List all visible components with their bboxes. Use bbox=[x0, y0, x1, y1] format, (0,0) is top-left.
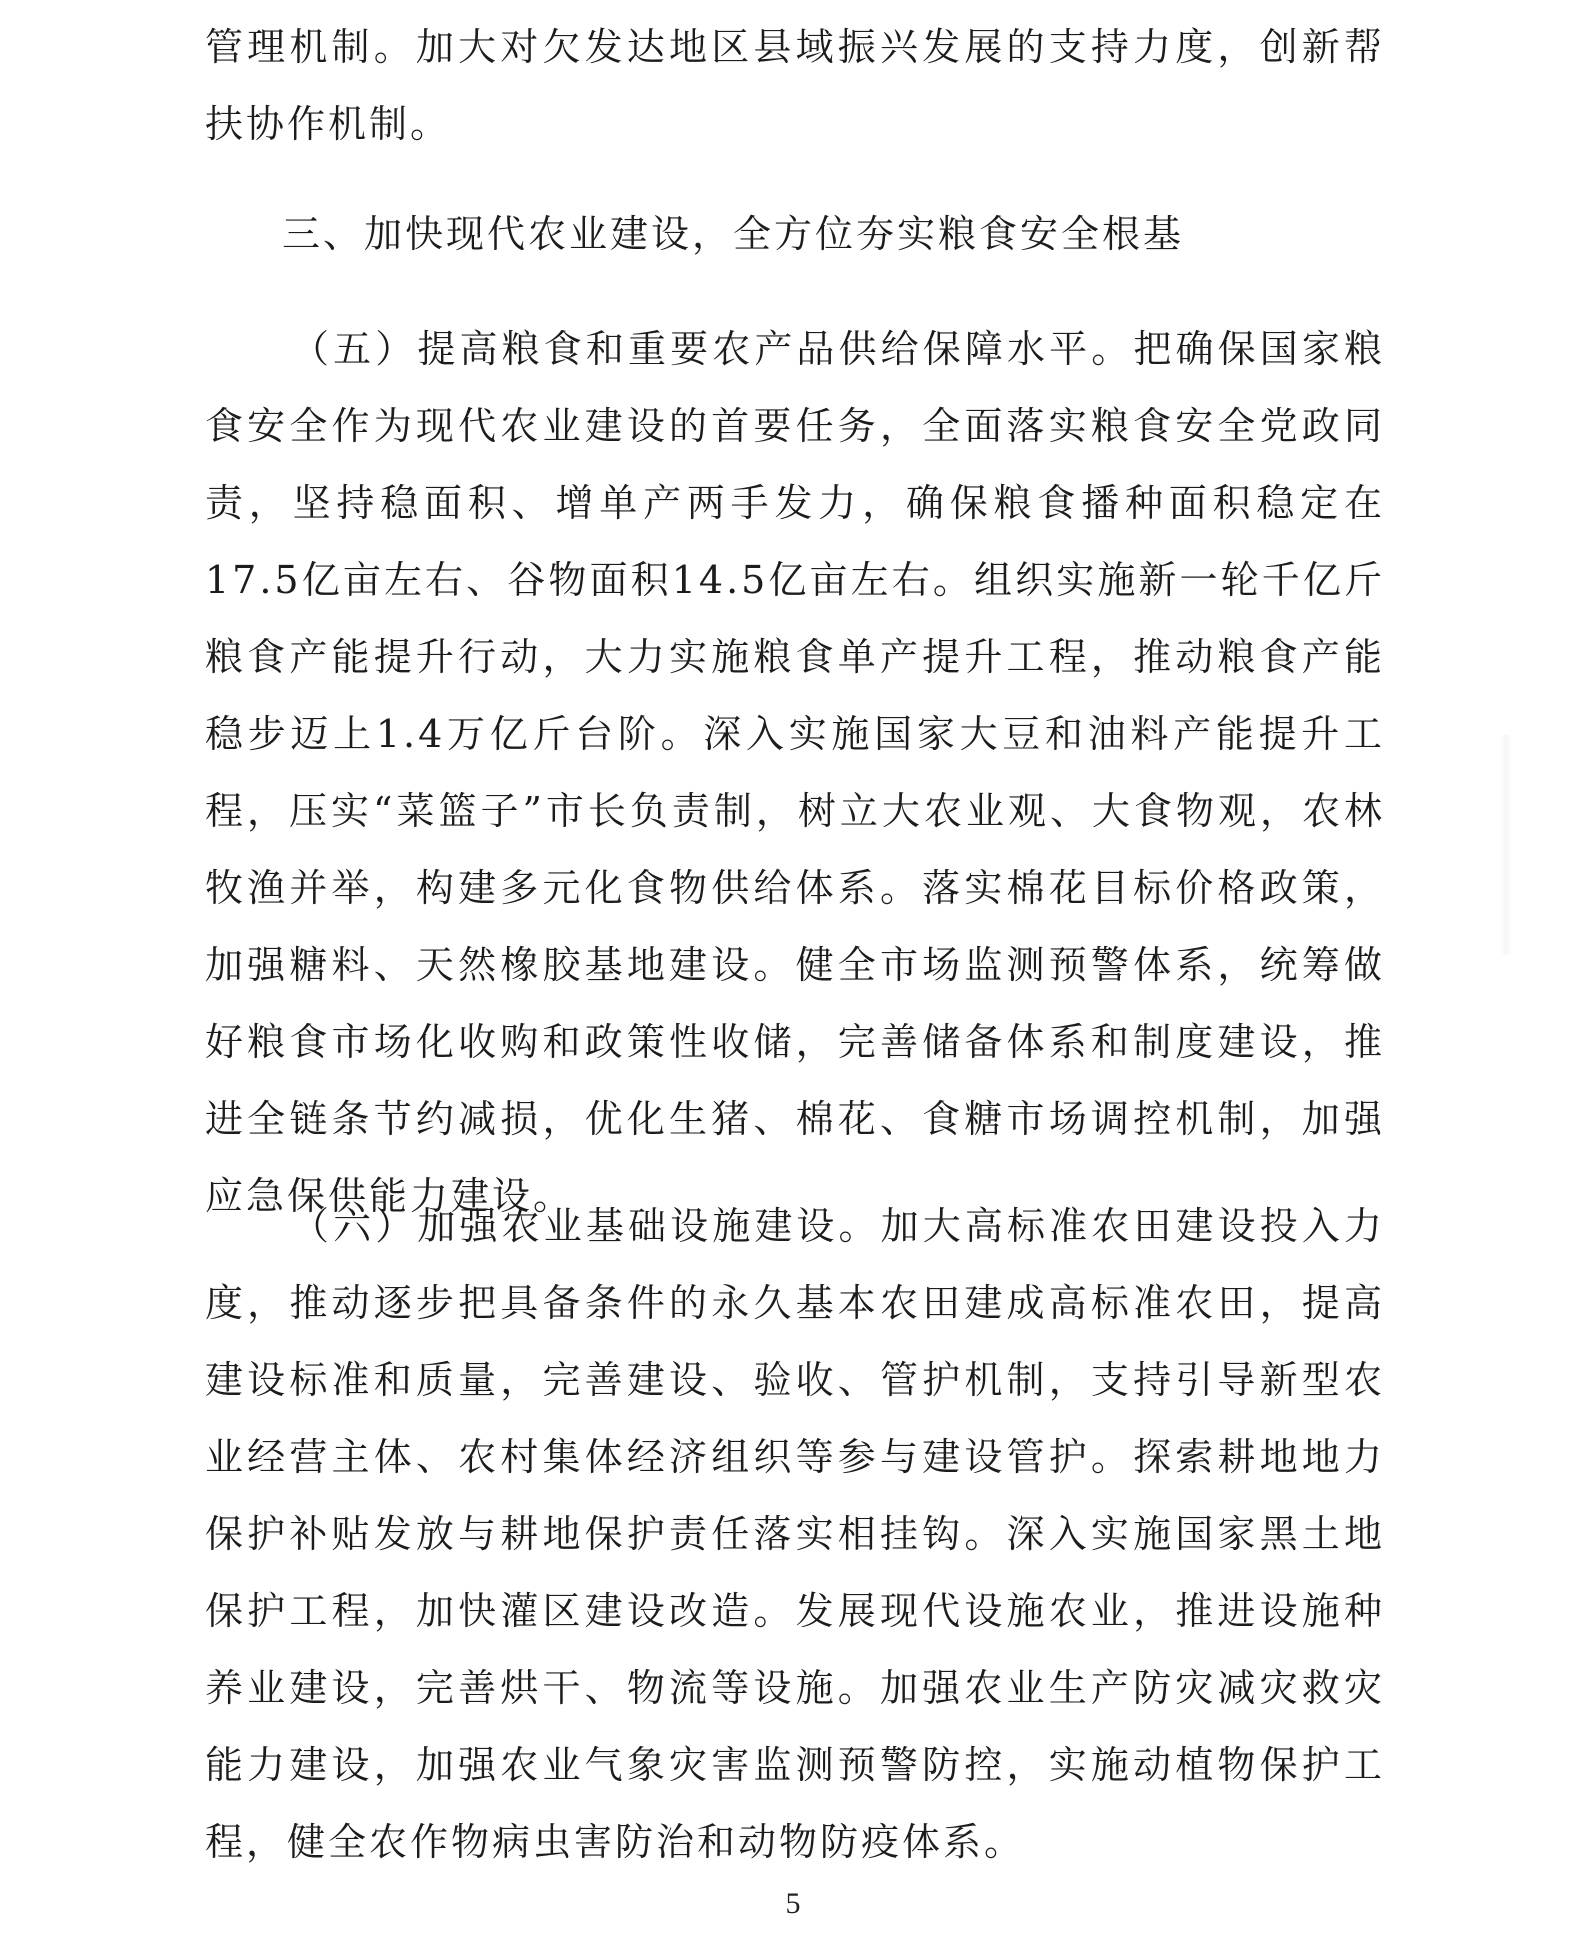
lead-paragraph: 管理机制。加大对欠发达地区县域振兴发展的支持力度，创新帮扶协作机制。 bbox=[205, 25, 1385, 146]
page-number: 5 bbox=[785, 1887, 801, 1920]
paragraph-6: （六）加强农业基础设施建设。加大高标准农田建设投入力度，推动逐步把具备条件的永久基本农田建成高标准农田，提高建设标准和质量，完善建设、验收、管护机制，支持引导新型农业经营主体、农村集体经济组织等参与建设管护。探索耕地地力保护补贴发放与耕地保护责任落实相挂钩。深入实施国家黑土地保护工程，加快灌区建设改造。发展现代设施农业，推进设施种养业建设，完善烘干、物流等设施。加强农业生产防灾减灾救灾能力建设，加强农业气象灾害监测预警防控，实施动植物保护工程，健全农作物病虫害防治和动物防疫体系。 bbox=[205, 1204, 1385, 1864]
section-heading: 三、加快现代农业建设，全方位夯实粮食安全根基 bbox=[282, 212, 1185, 256]
scroll-edge-shadow bbox=[1500, 735, 1512, 955]
paragraph-5: （五）提高粮食和重要农产品供给保障水平。把确保国家粮食安全作为现代农业建设的首要任务，全面落实粮食安全党政同责，坚持稳面积、增单产两手发力，确保粮食播种面积稳定在17.5亿亩左右、谷物面积14.5亿亩左右。组织实施新一轮千亿斤粮食产能提升行动，大力实施粮食单产提升工程，推动粮食产能稳步迈上1.4万亿斤台阶。深入实施国家大豆和油料产能提升工程，压实“菜篮子”市长负责制，树立大农业观、大食物观，农林牧渔并举，构建多元化食物供给体系。落实棉花目标价格政策，加强糖料、天然橡胶基地建设。健全市场监测预警体系，统筹做好粮食市场化收购和政策性收储，完善储备体系和制度建设，推进全链条节约减损，优化生猪、棉花、食糖市场调控机制，加强应急保供能力建设。 bbox=[205, 327, 1385, 1218]
